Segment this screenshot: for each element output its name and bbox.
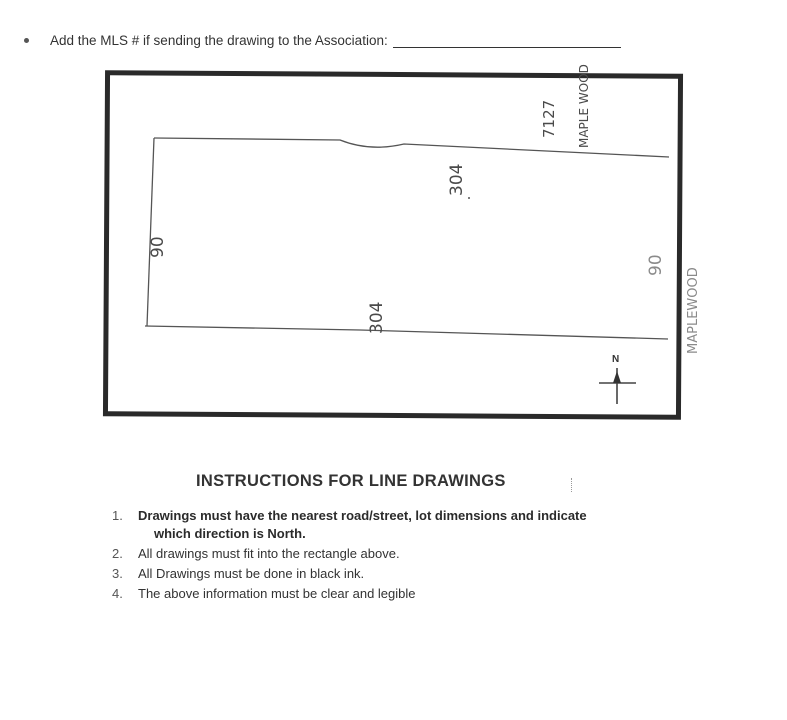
instruction-text-continued: which direction is North.: [154, 526, 306, 541]
instruction-text: Drawings must have the nearest road/street, lot dimensions and indicate: [138, 508, 587, 523]
left-dimension-label: 90: [148, 236, 168, 258]
mls-instruction-text: Add the MLS # if sending the drawing to the Association:: [50, 33, 388, 48]
north-label: N: [612, 354, 620, 365]
lot-top-line: [154, 138, 669, 157]
top-dimension-label: 304: [447, 163, 467, 196]
top-street-label: MAPLE WOOD: [577, 64, 591, 148]
instructions-list: [112, 508, 672, 606]
instruction-item: [112, 546, 672, 561]
right-dimension-label: 90: [646, 254, 666, 276]
instruction-item: [112, 566, 672, 581]
side-street-label: MAPLEWOOD: [686, 267, 701, 354]
instruction-number: 2.: [112, 546, 123, 561]
compass-icon: [599, 368, 636, 404]
instruction-number: 3.: [112, 566, 123, 581]
dimension-dot: [468, 197, 470, 199]
lot-left-line: [147, 138, 154, 326]
instruction-number: 4.: [112, 586, 123, 601]
instruction-item: [112, 508, 672, 541]
instruction-number: 1.: [112, 508, 123, 523]
margin-mark: [571, 478, 573, 492]
bottom-dimension-label: 304: [367, 301, 387, 334]
instruction-item: [112, 586, 672, 601]
instruction-text: All drawings must fit into the rectangle above.: [138, 546, 400, 561]
instruction-text: All Drawings must be done in black ink.: [138, 566, 365, 581]
lot-bottom-line: [145, 326, 668, 339]
house-number-label: 7127: [540, 99, 558, 138]
instruction-text: The above information must be clear and legible: [138, 586, 416, 601]
instructions-title: INSTRUCTIONS FOR LINE DRAWINGS: [196, 472, 506, 490]
